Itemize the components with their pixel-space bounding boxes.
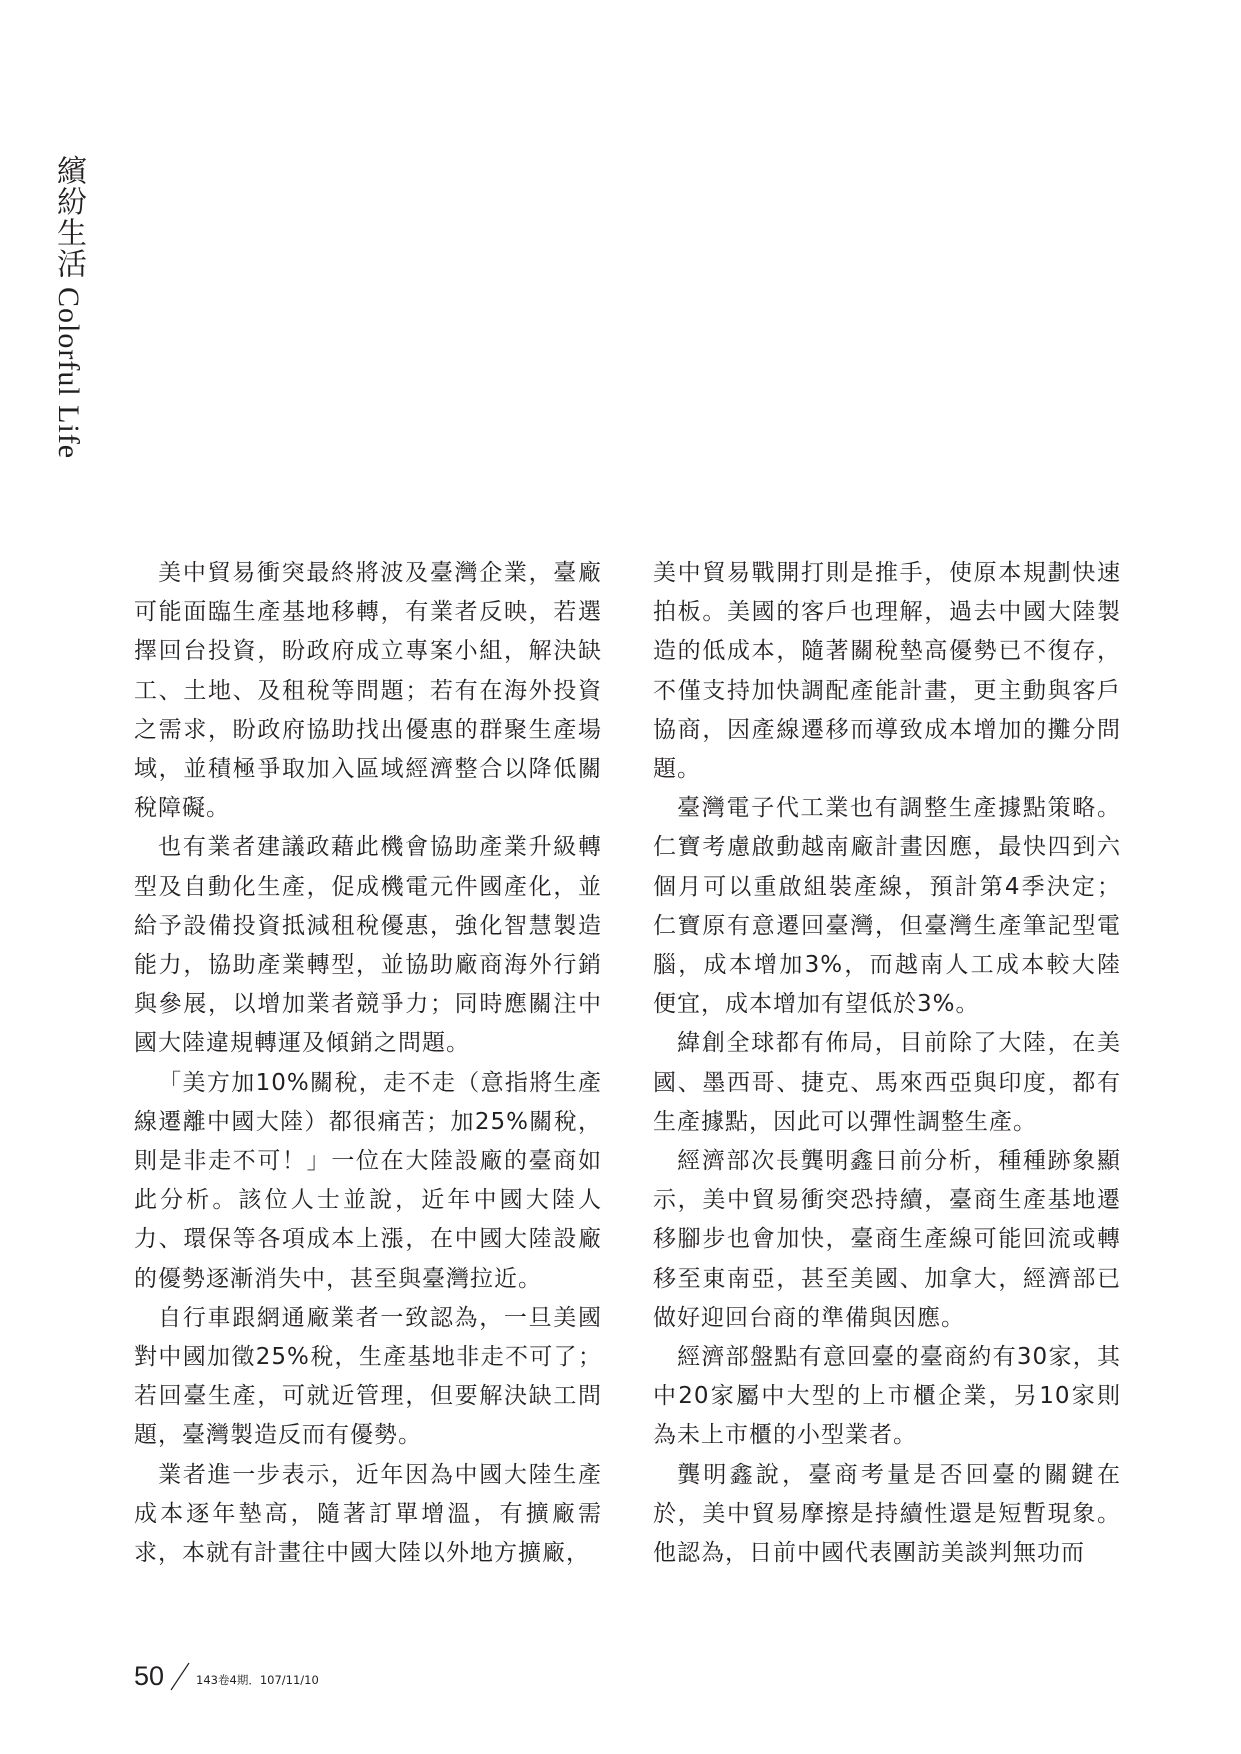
page-number: 50 <box>134 1661 165 1691</box>
section-title <box>50 155 86 459</box>
right-column <box>653 554 1121 1573</box>
paragraph: 龔明鑫說，臺商考量是否回臺的關鍵在於，美中貿易摩擦是持續性還是短暫現象。他認為，日前中國代表團訪美談判無功而 <box>653 1461 1121 1567</box>
paragraph: 緯創全球都有佈局，目前除了大陸，在美國、墨西哥、捷克、馬來西亞與印度，都有生產據點，因此可以彈性調整生產。 <box>653 1030 1121 1135</box>
paragraph: 美中貿易衝突最終將波及臺灣企業，臺廠可能面臨生產基地移轉，有業者反映，若選擇回台投資，盼政府成立專案小組，解決缺工、土地、及租稅等問題；若有在海外投資之需求，盼政府協助找出優惠的群聚生產場域，並積極爭取加入區域經濟整合以降低關稅障礙。 <box>134 560 602 822</box>
issue-info: 143卷4期．107/11/10 <box>196 1673 319 1687</box>
left-column <box>134 554 602 1573</box>
section-title-en: Colorful Life <box>52 287 85 460</box>
paragraph: 「美方加10%關稅，走不走（意指將生產線遷離中國大陸）都很痛苦；加25%關稅，則是非走不可！」一位在大陸設廠的臺商如此分析。該位人士並說，近年中國大陸人力、環保等各項成本上漲，在中國大陸設廠的優勢逐漸消失中，甚至與臺灣拉近。 <box>134 1069 602 1292</box>
slash-divider-icon <box>168 1661 192 1691</box>
paragraph: 也有業者建議政藉此機會協助產業升級轉型及自動化生產，促成機電元件國產化，並給予設備投資抵減租稅優惠，強化智慧製造能力，協助產業轉型，並協助廠商海外行銷與參展，以增加業者競爭力；同時應關注中國大陸違規轉運及傾銷之問題。 <box>134 834 602 1057</box>
paragraph: 自行車跟網通廠業者一致認為，一旦美國對中國加徵25%稅，生產基地非走不可了；若回臺生產，可就近管理，但要解決缺工問題，臺灣製造反而有優勢。 <box>134 1304 602 1449</box>
paragraph: 經濟部盤點有意回臺的臺商約有30家，其中20家屬中大型的上市櫃企業，另10家則為未上市櫃的小型業者。 <box>653 1344 1121 1449</box>
paragraph-continuation: 美中貿易戰開打則是推手，使原本規劃快速拍板。美國的客戶也理解，過去中國大陸製造的低成本，隨著關稅墊高優勢已不復存，不僅支持加快調配產能計畫，更主動與客戶協商，因產線遷移而導致成本增加的攤分問題。 <box>653 560 1121 783</box>
paragraph: 經濟部次長龔明鑫日前分析，種種跡象顯示，美中貿易衝突恐持續，臺商生產基地遷移腳步也會加快，臺商生產線可能回流或轉移至東南亞，甚至美國、加拿大，經濟部已做好迎回台商的準備與因應。 <box>653 1148 1121 1331</box>
section-title-zh: 繽紛生活 <box>51 155 86 279</box>
paragraph: 業者進一步表示，近年因為中國大陸生產成本逐年墊高，隨著訂單增溫，有擴廠需求，本就有計畫往中國大陸以外地方擴廠， <box>134 1461 602 1567</box>
page-footer <box>134 1655 319 1691</box>
paragraph: 臺灣電子代工業也有調整生產據點策略。仁寶考慮啟動越南廠計畫因應，最快四到六個月可以重啟組裝產線，預計第4季決定；仁寶原有意遷回臺灣，但臺灣生產筆記型電腦，成本增加3%，而越南人工成本較大陸便宜，成本增加有望低於3%。 <box>653 795 1121 1018</box>
